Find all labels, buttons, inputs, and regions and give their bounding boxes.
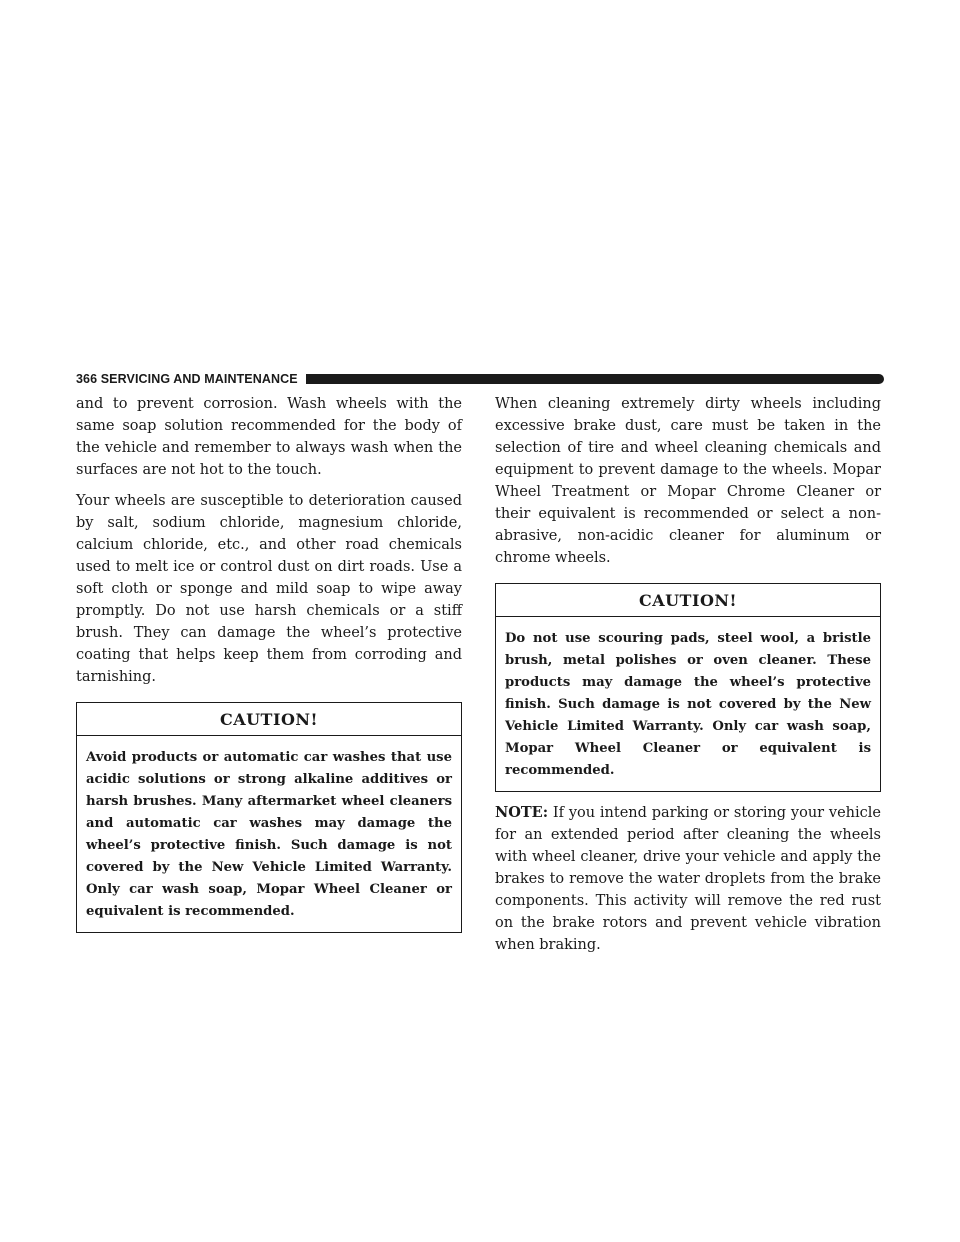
page-header <box>76 370 884 388</box>
right-caution-box <box>495 583 881 792</box>
left-caution-title: CAUTION! <box>77 703 461 736</box>
page-number-section-title: 366 SERVICING AND MAINTENANCE <box>76 372 298 386</box>
note-text: If you intend parking or storing your vehicle for an extended period after cleaning the wheels with wheel cleaner, drive your vehicle and apply the brakes to remove the water droplets from the brake components. This activity will remove the red rust on the brake rotors and prevent vehicle vibration when braking. <box>495 805 881 953</box>
right-paragraph-1: When cleaning extremely dirty wheels including excessive brake dust, care must be taken in the selection of tire and wheel cleaning chemicals and equipment to prevent damage to the wheels. Mopar Wheel Treatment or Mopar Chrome Cleaner or their equivalent is recommended or select a non-abrasive, non-acidic cleaner for aluminum or chrome wheels. <box>495 396 881 566</box>
right-caution-title: CAUTION! <box>496 584 880 617</box>
left-paragraph-1: and to prevent corrosion. Wash wheels with the same soap solution recommended for the body of the vehicle and remember to always wash when the surfaces are not hot to the touch. <box>76 396 462 478</box>
left-caution-text: Avoid products or automatic car washes that use acidic solutions or strong alkaline additives or harsh brushes. Many aftermarket wheel cleaners and automatic car washes may damage the wheel’s protective finish. Such damage is not covered by the New Vehicle Limited Warranty. Only car wash soap, Mopar Wheel Cleaner or equivalent is recommended. <box>86 750 452 919</box>
right-caution-text: Do not use scouring pads, steel wool, a bristle brush, metal polishes or oven cleaner. These products may damage the wheel’s protective finish. Such damage is not covered by the New Vehicle Limited Warranty. Only car wash soap, Mopar Wheel Cleaner or equivalent is recommended. <box>505 631 871 778</box>
note-label: NOTE: <box>495 804 549 821</box>
left-caution-box <box>76 702 462 933</box>
header-rule-bar <box>306 374 884 384</box>
left-column <box>76 393 462 943</box>
left-paragraph-2: Your wheels are susceptible to deterioration caused by salt, sodium chloride, magnesium chloride, calcium chloride, etc., and other road chemicals used to melt ice or control dust on dirt roads. Use a soft cloth or sponge and mild soap to wipe away promptly. Do not use harsh chemicals or a stiff brush. They can damage the wheel’s protective coating that helps keep them from corroding and tarnishing. <box>76 493 462 685</box>
right-column <box>495 393 881 965</box>
right-note-paragraph <box>495 802 881 956</box>
